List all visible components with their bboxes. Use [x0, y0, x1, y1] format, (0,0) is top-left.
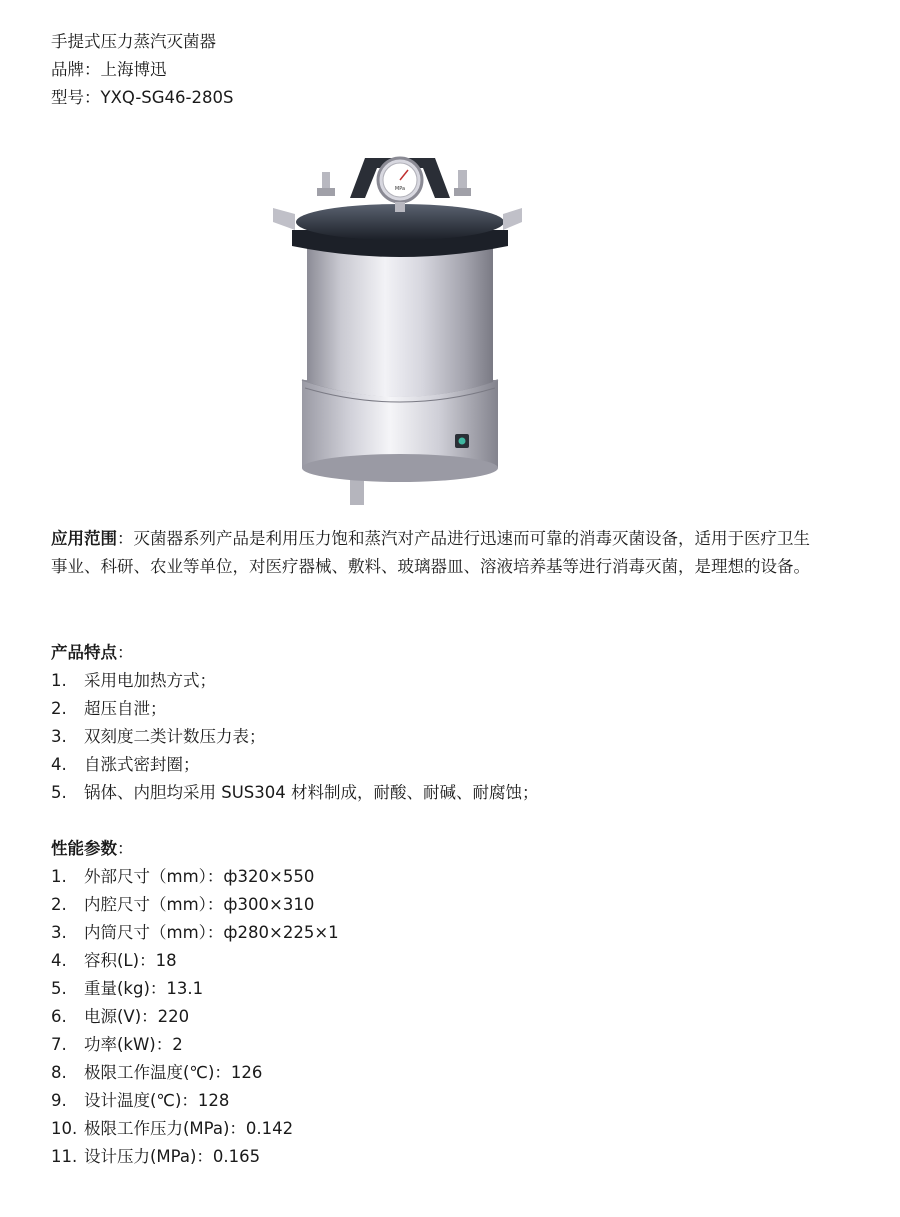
application-text: 灭菌器系列产品是利用压力饱和蒸汽对产品进行迅速而可靠的消毒灭菌设备，适用于医疗卫生事业、科研、农业等单位，对医疗器械、敷料、玻璃器皿、溶液培养基等进行消毒灭菌，是理想的设备。	[51, 529, 810, 576]
list-number: 3.	[51, 727, 67, 746]
list-text: 内筒尺寸（mm）：ф280×225×1	[84, 923, 339, 942]
list-number: 3.	[51, 923, 67, 942]
list-number: 4.	[51, 951, 67, 970]
model-line	[51, 84, 233, 112]
model-label: 型号：	[51, 88, 101, 107]
application-heading: 应用范围	[51, 529, 117, 548]
application-section	[51, 525, 821, 581]
list-number: 9.	[51, 1091, 67, 1110]
features-heading-line	[51, 639, 821, 667]
list-item	[51, 1143, 821, 1171]
list-number: 5.	[51, 979, 67, 998]
list-number: 2.	[51, 895, 67, 914]
list-item	[51, 1003, 821, 1031]
features-colon: ：	[117, 643, 134, 662]
list-item	[51, 695, 821, 723]
list-number: 1.	[51, 867, 67, 886]
list-number: 6.	[51, 1007, 67, 1026]
list-number: 2.	[51, 699, 67, 718]
list-item	[51, 1087, 821, 1115]
list-text: 极限工作压力(MPa)：0.142	[84, 1119, 294, 1138]
list-number: 5.	[51, 783, 67, 802]
list-item	[51, 751, 821, 779]
list-text: 锅体、内胆均采用 SUS304 材料制成，耐酸、耐碱、耐腐蚀；	[84, 783, 539, 802]
params-colon: ：	[117, 839, 134, 858]
params-heading-line	[51, 835, 821, 863]
list-text: 设计压力(MPa)：0.165	[84, 1147, 261, 1166]
list-item	[51, 919, 821, 947]
brand-label: 品牌：	[51, 60, 101, 79]
product-title: 手提式压力蒸汽灭菌器	[51, 32, 216, 51]
brand-value: 上海博迅	[100, 60, 167, 79]
list-item	[51, 667, 821, 695]
product-header	[51, 28, 233, 112]
features-section	[51, 639, 821, 807]
model-value: YXQ-SG46-280S	[100, 88, 234, 107]
brand-line	[51, 56, 233, 84]
list-text: 外部尺寸（mm）：ф320×550	[84, 867, 315, 886]
list-item	[51, 863, 821, 891]
list-text: 容积(L)：18	[84, 951, 177, 970]
features-heading: 产品特点	[51, 643, 117, 662]
list-item	[51, 947, 821, 975]
list-text: 极限工作温度(℃)：126	[84, 1063, 263, 1082]
list-text: 双刻度二类计数压力表；	[84, 727, 266, 746]
list-text: 功率(kW)：2	[84, 1035, 183, 1054]
list-item	[51, 1031, 821, 1059]
list-item	[51, 1115, 821, 1143]
list-item	[51, 779, 821, 807]
list-number: 11.	[51, 1147, 78, 1166]
list-number: 4.	[51, 755, 67, 774]
list-number: 8.	[51, 1063, 67, 1082]
list-number: 10.	[51, 1119, 78, 1138]
list-item	[51, 975, 821, 1003]
list-item	[51, 891, 821, 919]
list-text: 超压自泄；	[84, 699, 167, 718]
product-image	[265, 150, 530, 515]
params-section	[51, 835, 821, 1171]
list-text: 设计温度(℃)：128	[84, 1091, 230, 1110]
list-text: 自涨式密封圈；	[84, 755, 200, 774]
list-item	[51, 1059, 821, 1087]
list-text: 电源(V)：220	[84, 1007, 190, 1026]
list-text: 重量(kg)：13.1	[84, 979, 204, 998]
list-number: 7.	[51, 1035, 67, 1054]
list-text: 采用电加热方式；	[84, 671, 216, 690]
gauge-label: MPa	[394, 186, 406, 192]
application-colon: ：	[117, 529, 134, 548]
list-number: 1.	[51, 671, 67, 690]
sterilizer-image	[265, 150, 530, 515]
list-text: 内腔尺寸（mm）：ф300×310	[84, 895, 315, 914]
params-heading: 性能参数	[51, 839, 117, 858]
list-item	[51, 723, 821, 751]
